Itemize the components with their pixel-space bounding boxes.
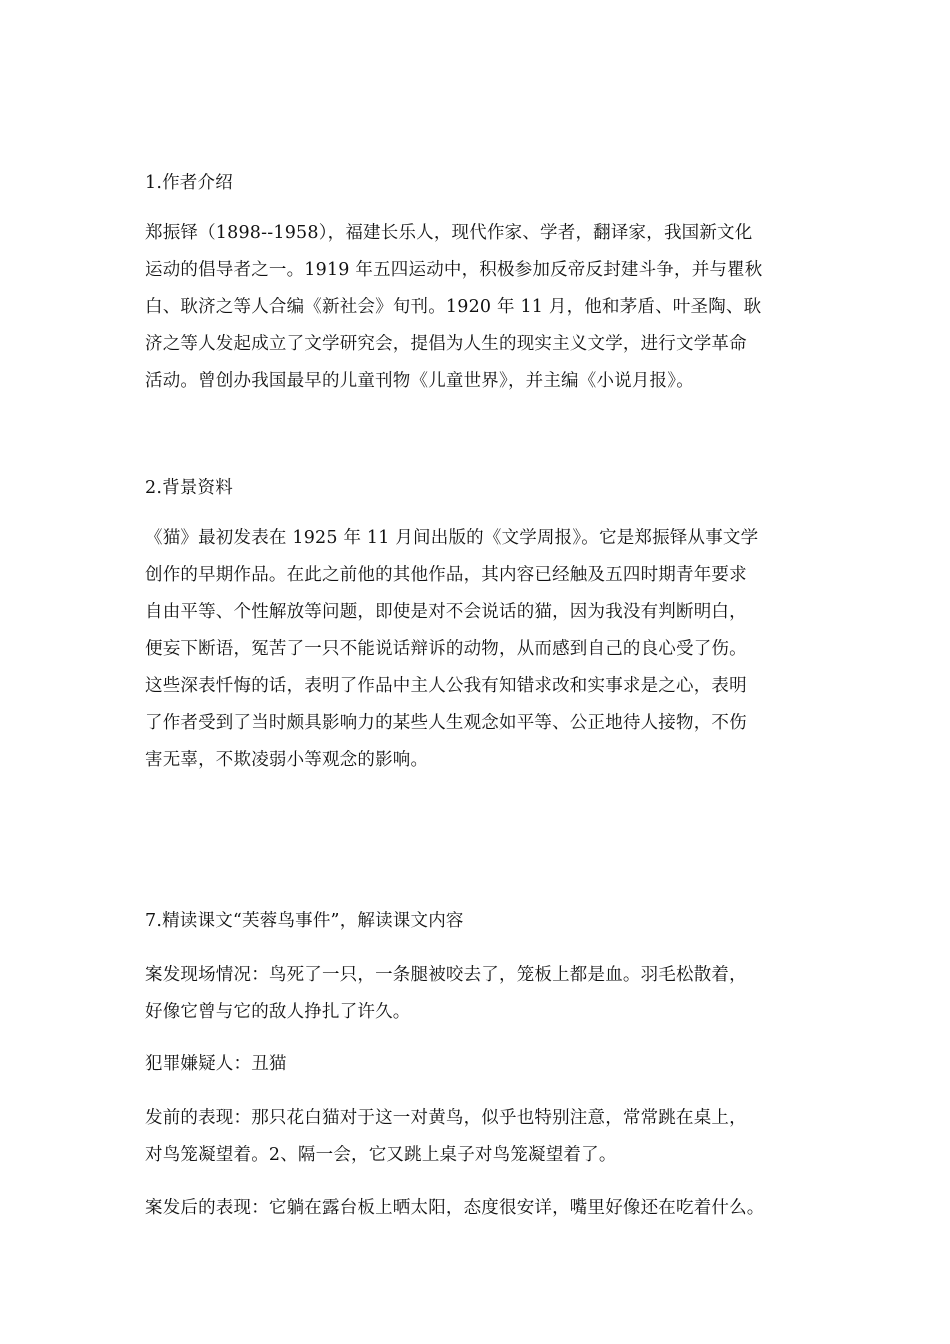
paragraph-line: 犯罪嫌疑人：丑猫 — [145, 1054, 287, 1074]
paragraph-after-crime — [145, 1190, 835, 1227]
paragraph-line: 便妄下断语，冤苦了一只不能说话辩诉的动物，从而感到自己的良心受了伤。 — [145, 639, 747, 659]
heading-text: 1.作者介绍 — [145, 173, 233, 193]
section-heading-reading — [145, 903, 835, 940]
paragraph-line: 自由平等、个性解放等问题，即使是对不会说话的猫，因为我没有判断明白， — [145, 602, 747, 622]
paragraph-line: 济之等人发起成立了文学研究会，提倡为人生的现实主义文学，进行文学革命 — [145, 334, 747, 354]
paragraph-before-crime — [145, 1100, 835, 1174]
paragraph-line: 活动。曾创办我国最早的儿童刊物《儿童世界》，并主编《小说月报》。 — [145, 371, 694, 391]
paragraph-crime-scene — [145, 957, 835, 1031]
paragraph-suspect — [145, 1046, 835, 1083]
section-heading-author — [145, 165, 835, 202]
paragraph-line: 了作者受到了当时颇具影响力的某些人生观念如平等、公正地待人接物，不伤 — [145, 713, 747, 733]
paragraph-line: 对鸟笼凝望着。2、隔一会，它又跳上桌子对鸟笼凝望着了。 — [145, 1145, 617, 1165]
paragraph-line: 案发后的表现：它躺在露台板上晒太阳，态度很安详，嘴里好像还在吃着什么。 — [145, 1198, 765, 1218]
paragraph-line: 发前的表现：那只花白猫对于这一对黄鸟，似乎也特别注意，常常跳在桌上， — [145, 1108, 747, 1128]
paragraph-background — [145, 520, 835, 779]
paragraph-line: 运动的倡导者之一。1919 年五四运动中，积极参加反帝反封建斗争，并与瞿秋 — [145, 260, 763, 280]
heading-text: 7.精读课文“芙蓉鸟事件”，解读课文内容 — [145, 911, 464, 931]
section-heading-background — [145, 470, 835, 507]
paragraph-line: 好像它曾与它的敌人挣扎了许久。 — [145, 1002, 411, 1022]
paragraph-line: 害无辜，不欺凌弱小等观念的影响。 — [145, 750, 429, 770]
paragraph-line: 郑振铎（1898--1958），福建长乐人，现代作家、学者，翻译家，我国新文化 — [145, 223, 753, 243]
paragraph-line: 创作的早期作品。在此之前他的其他作品，其内容已经触及五四时期青年要求 — [145, 565, 747, 585]
paragraph-line: 这些深表忏悔的话，表明了作品中主人公我有知错求改和实事求是之心，表明 — [145, 676, 747, 696]
paragraph-line: 白、耿济之等人合编《新社会》旬刊。1920 年 11 月，他和茅盾、叶圣陶、耿 — [145, 297, 762, 317]
paragraph-line: 《猫》最初发表在 1925 年 11 月间出版的《文学周报》。它是郑振铎从事文学 — [145, 528, 759, 548]
paragraph-author-intro — [145, 215, 835, 400]
heading-text: 2.背景资料 — [145, 478, 233, 498]
paragraph-line: 案发现场情况：鸟死了一只，一条腿被咬去了，笼板上都是血。羽毛松散着， — [145, 965, 747, 985]
